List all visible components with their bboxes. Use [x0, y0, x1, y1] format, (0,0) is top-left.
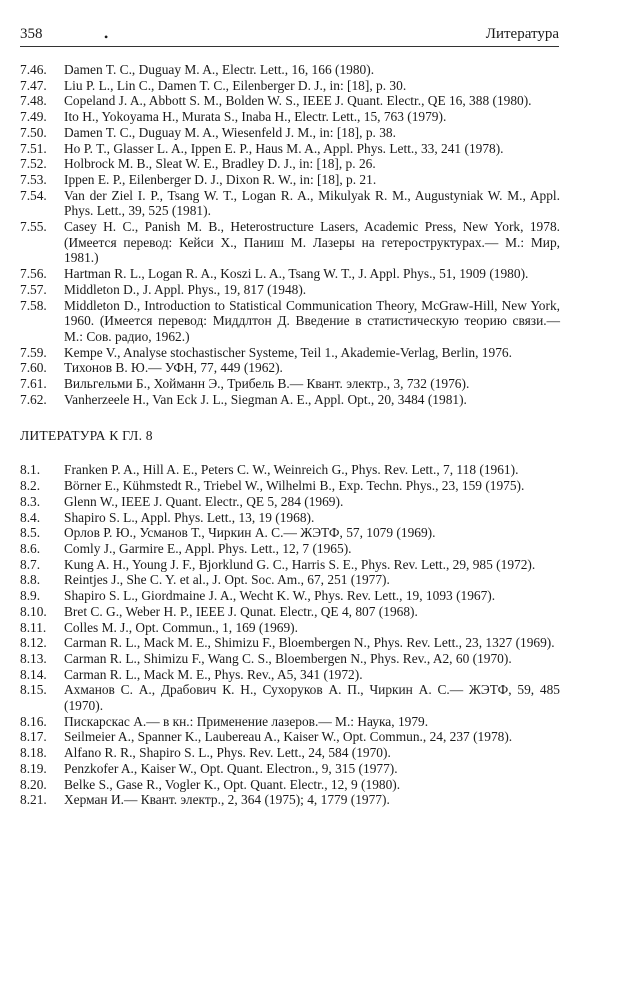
reference-item [20, 604, 560, 620]
reference-item [20, 651, 560, 667]
reference-item [20, 125, 560, 141]
reference-item [20, 541, 560, 557]
reference-text: Ho P. T., Glasser L. A., Ippen E. P., Haus M. A., Appl. Phys. Lett., 33, 241 (1978). [64, 140, 504, 156]
reference-list-chapter-7 [20, 62, 560, 407]
reference-number: 8.18. [20, 745, 47, 761]
reference-text: Comly J., Garmire E., Appl. Phys. Lett., 12, 7 (1965). [64, 540, 352, 556]
reference-number: 8.2. [20, 478, 41, 494]
reference-number: 8.11. [20, 619, 47, 635]
reference-item [20, 714, 560, 730]
reference-item [20, 494, 560, 510]
reference-number: 8.12. [20, 635, 47, 651]
reference-number: 7.57. [20, 281, 47, 297]
reference-number: 8.9. [20, 588, 41, 604]
reference-item [20, 156, 560, 172]
reference-text: Franken P. A., Hill A. E., Peters C. W., Weinreich G., Phys. Rev. Lett., 7, 118 (1961). [64, 462, 519, 478]
page-header [20, 22, 559, 46]
reference-number: 7.58. [20, 297, 47, 313]
reference-text: Copeland J. A., Abbott S. M., Bolden W. S., IEEE J. Quant. Electr., QE 16, 388 (1980). [64, 93, 532, 109]
header-rule [20, 46, 559, 47]
reference-item [20, 588, 560, 604]
reference-number: 7.53. [20, 171, 47, 187]
reference-item [20, 620, 560, 636]
reference-text: Reintjes J., She C. Y. et al., J. Opt. Soc. Am., 67, 251 (1977). [64, 572, 390, 588]
reference-text: Penzkofer A., Kaiser W., Opt. Quant. Electron., 9, 315 (1977). [64, 760, 398, 776]
reference-number: 7.48. [20, 93, 47, 109]
reference-text: Vanherzeele H., Van Eck J. L., Siegman A. E., Appl. Opt., 20, 3484 (1981). [64, 391, 467, 407]
reference-number: 8.19. [20, 760, 47, 776]
reference-number: 8.13. [20, 650, 47, 666]
reference-text: Damen T. C., Duguay M. A., Wiesenfeld J. M., in: [18], p. 38. [64, 124, 396, 140]
reference-item [20, 729, 560, 745]
reference-number: 7.49. [20, 109, 47, 125]
reference-number: 8.21. [20, 792, 47, 808]
reference-text: Van der Ziel I. P., Tsang W. T., Logan R. A., Mikulyak R. M., Augustyniak W. M., Appl. Phys. Lett., 39, 525 (1981). [64, 187, 560, 219]
reference-item [20, 188, 560, 219]
reference-text: Тихонов В. Ю.— УФН, 77, 449 (1962). [64, 360, 283, 376]
reference-item [20, 172, 560, 188]
reference-text: Casey H. C., Panish M. B., Heterostructure Lasers, Academic Press, New York, 1978. (Имеется перевод: Кейси Х., Паниш М. Лазеры на гетероструктурах.— М.: Мир, 1981.) [64, 219, 560, 266]
reference-number: 7.52. [20, 156, 47, 172]
reference-item [20, 792, 560, 808]
reference-item [20, 392, 560, 408]
reference-text: Middleton D., J. Appl. Phys., 19, 817 (1948). [64, 281, 307, 297]
reference-number: 8.4. [20, 509, 41, 525]
reference-text: Colles M. J., Opt. Commun., 1, 169 (1969). [64, 619, 298, 635]
reference-item [20, 745, 560, 761]
reference-number: 8.8. [20, 572, 41, 588]
reference-text: Ito H., Yokoyama H., Murata S., Inaba H., Electr. Lett., 15, 763 (1979). [64, 109, 447, 125]
reference-number: 7.61. [20, 376, 47, 392]
reference-text: Middleton D., Introduction to Statistical Communication Theory, McGraw-Hill, New York, 1960. (Имеется перевод: Миддлтон Д. Введение в статистическую теорию связи.— М.: Сов. радио, 1962.) [64, 297, 560, 344]
reference-text: Херман И.— Квант. электр., 2, 364 (1975); 4, 1779 (1977). [64, 792, 390, 808]
reference-text: Carman R. L., Mack M. E., Shimizu F., Bloembergen N., Phys. Rev. Lett., 23, 1327 (1969). [64, 635, 555, 651]
reference-number: 7.62. [20, 391, 47, 407]
reference-number: 8.17. [20, 729, 47, 745]
reference-item [20, 141, 560, 157]
reference-number: 8.6. [20, 540, 41, 556]
reference-text: Holbrock M. B., Sleat W. E., Bradley D. J., in: [18], p. 26. [64, 156, 376, 172]
reference-item [20, 298, 560, 345]
reference-list-chapter-8 [20, 462, 560, 807]
reference-item [20, 777, 560, 793]
reference-text: Вильгельми Б., Хойманн Э., Трибель В.— Квант. электр., 3, 732 (1976). [64, 376, 470, 392]
reference-number: 8.16. [20, 713, 47, 729]
reference-item [20, 266, 560, 282]
reference-number: 8.1. [20, 462, 41, 478]
reference-text: Ippen E. P., Eilenberger D. J., Dixon R. W., in: [18], p. 21. [64, 171, 377, 187]
reference-item [20, 462, 560, 478]
reference-text: Glenn W., IEEE J. Quant. Electr., QE 5, 284 (1969). [64, 493, 344, 509]
reference-item [20, 557, 560, 573]
reference-item [20, 510, 560, 526]
reference-item [20, 109, 560, 125]
reference-text: Пискарскас А.— в кн.: Применение лазеров.— М.: Наука, 1979. [64, 713, 429, 729]
reference-text: Liu P. L., Lin C., Damen T. C., Eilenberger D. J., in: [18], p. 30. [64, 77, 407, 93]
reference-item [20, 682, 560, 713]
reference-item [20, 667, 560, 683]
reference-item [20, 572, 560, 588]
reference-item [20, 282, 560, 298]
reference-text: Shapiro S. L., Giordmaine J. A., Wecht K. W., Phys. Rev. Lett., 19, 1093 (1967). [64, 588, 496, 604]
reference-text: Орлов Р. Ю., Усманов Т., Чиркин А. С.— ЖЭТФ, 57, 1079 (1969). [64, 525, 436, 541]
running-title: Литература [485, 26, 559, 42]
reference-number: 8.10. [20, 603, 47, 619]
reference-text: Alfano R. R., Shapiro S. L., Phys. Rev. Lett., 24, 584 (1970). [64, 745, 391, 761]
page-marker: • [104, 30, 109, 44]
reference-text: Kung A. H., Young J. F., Bjorklund G. C., Harris S. E., Phys. Rev. Lett., 29, 985 (1972). [64, 556, 536, 572]
reference-text: Shapiro S. L., Appl. Phys. Lett., 13, 19 (1968). [64, 509, 315, 525]
reference-number: 7.59. [20, 344, 47, 360]
reference-number: 8.7. [20, 556, 41, 572]
reference-number: 8.15. [20, 682, 47, 698]
reference-text: Seilmeier A., Spanner K., Laubereau A., Kaiser W., Opt. Commun., 24, 237 (1978). [64, 729, 513, 745]
page-content [20, 62, 560, 808]
reference-number: 7.50. [20, 124, 47, 140]
page-number: 358 [20, 26, 43, 42]
reference-number: 8.14. [20, 666, 47, 682]
reference-number: 7.51. [20, 140, 47, 156]
reference-item [20, 360, 560, 376]
reference-number: 7.47. [20, 77, 47, 93]
reference-item [20, 78, 560, 94]
reference-text: Belke S., Gase R., Vogler K., Opt. Quant. Electr., 12, 9 (1980). [64, 776, 401, 792]
reference-number: 7.46. [20, 62, 47, 77]
reference-number: 7.55. [20, 219, 47, 235]
reference-text: Börner E., Kühmstedt R., Triebel W., Wilhelmi B., Exp. Techn. Phys., 23, 159 (1975). [64, 478, 525, 494]
reference-item [20, 219, 560, 266]
reference-text: Hartman R. L., Logan R. A., Koszi L. A., Tsang W. T., J. Appl. Phys., 51, 1909 (1980). [64, 266, 529, 282]
reference-item [20, 345, 560, 361]
reference-number: 7.54. [20, 187, 47, 203]
reference-number: 8.20. [20, 776, 47, 792]
reference-item [20, 761, 560, 777]
reference-item [20, 376, 560, 392]
reference-number: 7.56. [20, 266, 47, 282]
reference-text: Damen T. C., Duguay M. A., Electr. Lett., 16, 166 (1980). [64, 62, 375, 77]
reference-text: Bret C. G., Weber H. P., IEEE J. Qunat. Electr., QE 4, 807 (1968). [64, 603, 418, 619]
reference-item [20, 525, 560, 541]
reference-number: 7.60. [20, 360, 47, 376]
section-heading: ЛИТЕРАТУРА К ГЛ. 8 [20, 428, 153, 444]
reference-item [20, 635, 560, 651]
reference-number: 8.5. [20, 525, 41, 541]
reference-text: Ахманов С. А., Драбович К. Н., Сухоруков А. П., Чиркин А. С.— ЖЭТФ, 59, 485 (1970). [64, 682, 560, 714]
reference-text: Kempe V., Analyse stochastischer Systeme, Teil 1., Akademie-Verlag, Berlin, 1976. [64, 344, 512, 360]
reference-item [20, 478, 560, 494]
reference-item [20, 93, 560, 109]
reference-item [20, 62, 560, 78]
reference-text: Carman R. L., Shimizu F., Wang C. S., Bloembergen N., Phys. Rev., A2, 60 (1970). [64, 650, 512, 666]
reference-number: 8.3. [20, 493, 41, 509]
reference-text: Carman R. L., Mack M. E., Phys. Rev., A5, 341 (1972). [64, 666, 363, 682]
